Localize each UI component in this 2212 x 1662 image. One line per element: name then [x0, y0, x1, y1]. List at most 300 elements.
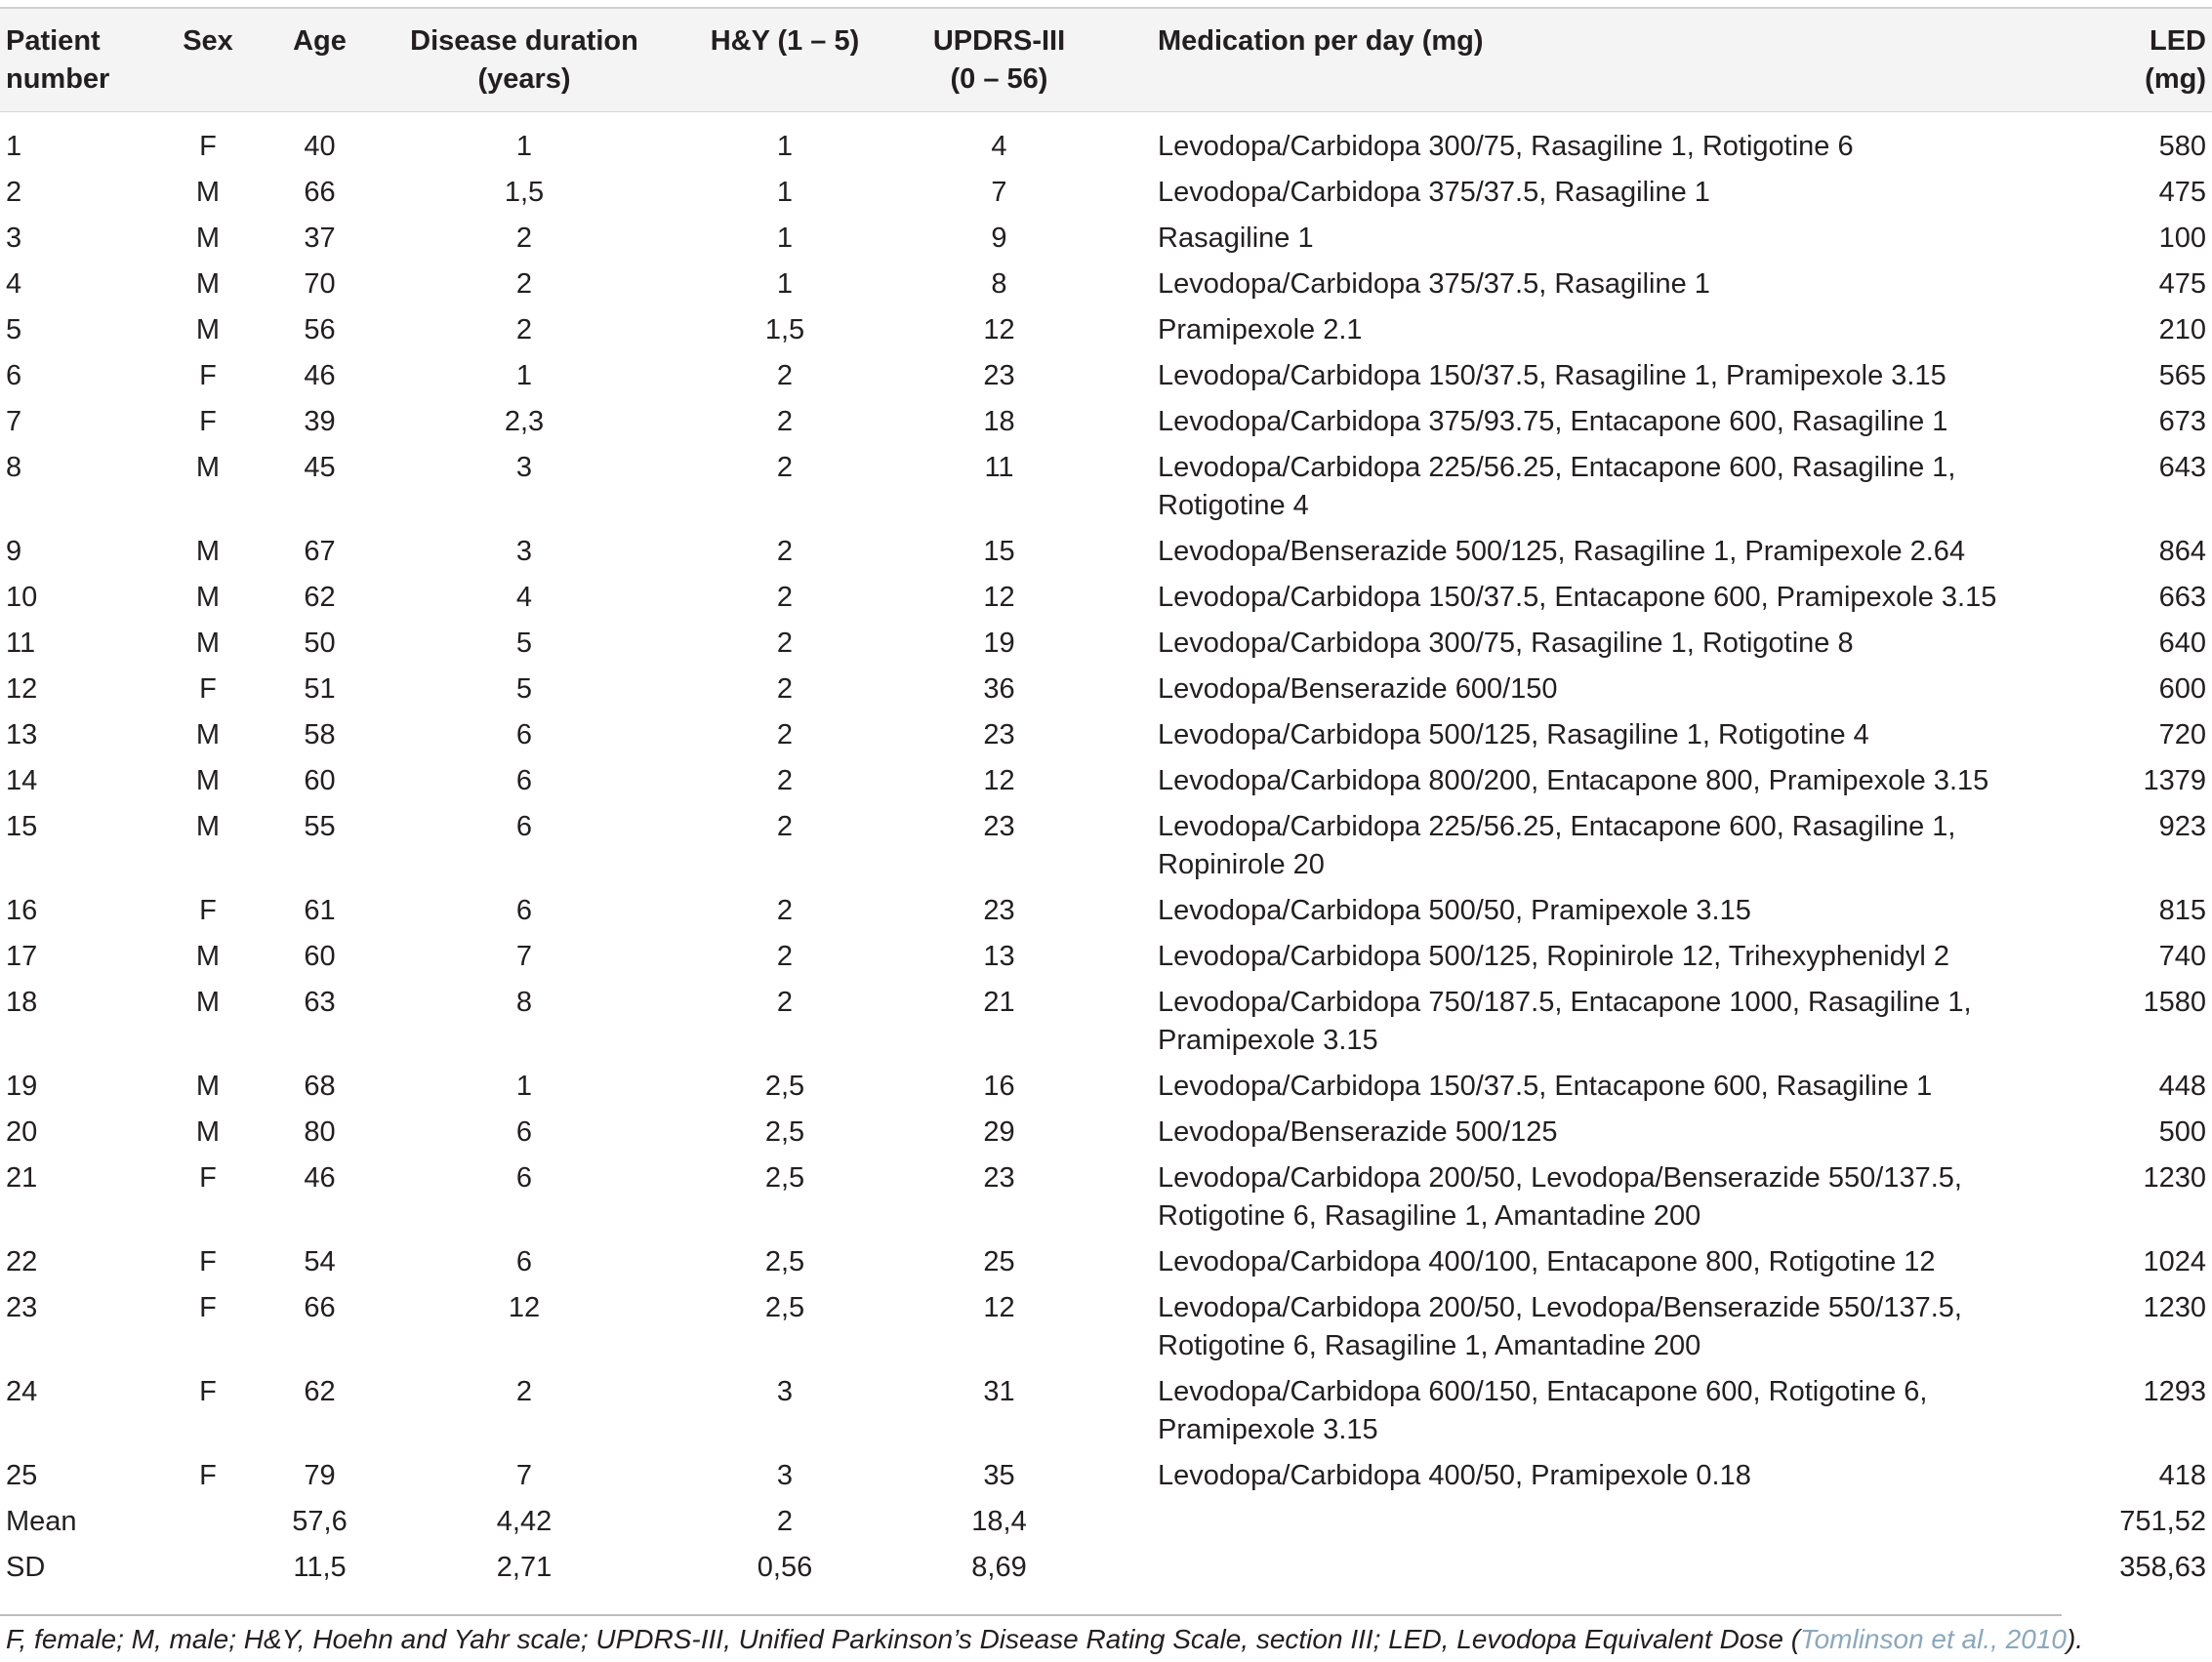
cell-hy: 0,56: [757, 1552, 813, 1583]
cell-updrs: 12: [983, 582, 1015, 613]
cell-medication: [1095, 1064, 2044, 1110]
cell-hy: 2: [776, 360, 794, 391]
cell-updrs: 18,4: [971, 1506, 1027, 1537]
cell-medication: [1095, 445, 2044, 529]
table-header: [0, 8, 2212, 112]
cell-patient-number: 21: [6, 1162, 38, 1194]
cell-led: 1024: [2143, 1246, 2206, 1277]
header-updrs: [903, 8, 1095, 112]
cell-medication: [1095, 934, 2044, 980]
table-row: [0, 621, 2212, 667]
cell-hy: 2: [776, 628, 794, 659]
cell-led: 100: [2158, 223, 2206, 254]
cell-medication: [1095, 667, 2044, 712]
cell-disease-duration: 6: [515, 1246, 533, 1277]
cell-led: 740: [2158, 941, 2206, 972]
cell-age: 67: [304, 536, 336, 567]
header-led: [2044, 8, 2212, 112]
header-patient-number-line1: Patient: [6, 25, 101, 57]
medication-line: Levodopa/Carbidopa 500/50, Pramipexole 3.15: [1158, 895, 1751, 926]
cell-disease-duration: 5: [515, 628, 533, 659]
cell-disease-duration: 12: [508, 1292, 541, 1323]
cell-sex: M: [195, 314, 221, 345]
table-row: [0, 112, 2212, 171]
cell-sex: F: [199, 673, 217, 705]
cell-led: 448: [2158, 1071, 2206, 1102]
cell-disease-duration: 2,71: [496, 1552, 553, 1583]
cell-age: 61: [304, 895, 336, 926]
cell-patient-number: 11: [6, 628, 36, 659]
cell-hy: 2: [776, 895, 794, 926]
medication-line: Rotigotine 6, Rasagiline 1, Amantadine 200: [1158, 1200, 1701, 1232]
cell-patient-number: 24: [6, 1376, 38, 1407]
cell-hy: 2: [776, 811, 794, 842]
medication-line: Levodopa/Carbidopa 150/37.5, Entacapone 600, Pramipexole 3.15: [1158, 582, 1997, 613]
cell-led: 720: [2158, 719, 2206, 750]
cell-hy: 2: [776, 987, 794, 1018]
cell-hy: 2: [776, 941, 794, 972]
cell-medication: [1095, 712, 2044, 758]
cell-medication: [1095, 529, 2044, 575]
cell-hy: 2,5: [764, 1292, 805, 1323]
table-row: [0, 1369, 2212, 1453]
cell-disease-duration: 1,5: [504, 177, 545, 208]
footnote-divider: [0, 1614, 2062, 1616]
medication-line: Pramipexole 3.15: [1158, 1414, 1378, 1445]
cell-updrs: 16: [983, 1071, 1015, 1102]
cell-age: 37: [304, 223, 336, 254]
cell-disease-duration: 6: [515, 895, 533, 926]
cell-led: 1379: [2143, 765, 2206, 796]
cell-hy: 1: [776, 131, 794, 162]
cell-updrs: 21: [983, 987, 1015, 1018]
cell-patient-number: 18: [6, 987, 38, 1018]
cell-age: 54: [304, 1246, 336, 1277]
cell-sex: M: [195, 811, 221, 842]
cell-disease-duration: 3: [515, 536, 533, 567]
cell-medication: [1095, 399, 2044, 445]
cell-updrs: 29: [983, 1116, 1015, 1148]
medication-line: Rotigotine 6, Rasagiline 1, Amantadine 200: [1158, 1330, 1701, 1361]
cell-medication: [1095, 575, 2044, 621]
cell-patient-number: 9: [6, 536, 22, 567]
cell-disease-duration: 6: [515, 1116, 533, 1148]
cell-patient-number: 22: [6, 1246, 38, 1277]
header-led-line1: LED: [2150, 25, 2206, 57]
cell-patient-number: 16: [6, 895, 38, 926]
cell-hy: 3: [776, 1376, 794, 1407]
header-disease-duration-line1: Disease duration: [410, 25, 638, 57]
cell-led: 1230: [2143, 1162, 2206, 1194]
cell-sex: M: [195, 177, 221, 208]
cell-led: 210: [2158, 314, 2206, 345]
cell-disease-duration: 6: [515, 811, 533, 842]
cell-sex: F: [199, 131, 217, 162]
table-row: [0, 1453, 2212, 1499]
table-row: [0, 1285, 2212, 1369]
header-medication: Medication per day (mg): [1095, 8, 2044, 112]
cell-hy: 2: [776, 765, 794, 796]
cell-hy: 2: [776, 719, 794, 750]
cell-updrs: 23: [983, 895, 1015, 926]
cell-patient-number: 12: [6, 673, 38, 705]
cell-patient-number: 17: [6, 941, 38, 972]
header-age: Age: [258, 8, 382, 112]
cell-medication: [1095, 170, 2044, 216]
cell-patient-number: 6: [6, 360, 22, 391]
summary-row: [0, 1499, 2212, 1545]
table-row: [0, 529, 2212, 575]
cell-sex: M: [195, 628, 221, 659]
cell-medication: [1095, 1285, 2044, 1369]
cell-medication: [1095, 112, 2044, 171]
medication-line: Levodopa/Carbidopa 375/37.5, Rasagiline 1: [1158, 268, 1710, 300]
cell-led: 1293: [2143, 1376, 2206, 1407]
summary-row: [0, 1545, 2212, 1591]
medication-line: Levodopa/Carbidopa 400/50, Pramipexole 0.18: [1158, 1460, 1751, 1491]
cell-medication: [1095, 1545, 2044, 1591]
cell-age: 11,5: [293, 1552, 347, 1583]
cell-sex: M: [195, 582, 221, 613]
cell-patient-number: 14: [6, 765, 38, 796]
table-row: [0, 216, 2212, 262]
table-row: [0, 934, 2212, 980]
cell-age: 60: [304, 941, 336, 972]
cell-medication: [1095, 1110, 2044, 1155]
medication-line: Levodopa/Carbidopa 750/187.5, Entacapone 1000, Rasagiline 1,: [1158, 987, 1972, 1018]
medication-line: Levodopa/Carbidopa 150/37.5, Rasagiline 1, Pramipexole 3.15: [1158, 360, 1946, 391]
table-row: [0, 1155, 2212, 1239]
table-row: [0, 1239, 2212, 1285]
medication-line: Levodopa/Carbidopa 375/37.5, Rasagiline 1: [1158, 177, 1710, 208]
cell-led: 643: [2158, 452, 2206, 483]
medication-line: Levodopa/Benserazide 600/150: [1158, 673, 1558, 705]
cell-disease-duration: 3: [515, 452, 533, 483]
cell-age: 55: [304, 811, 336, 842]
cell-sex: F: [199, 1376, 217, 1407]
cell-patient-number: 4: [6, 268, 22, 300]
medication-line: Levodopa/Carbidopa 500/125, Rasagiline 1, Rotigotine 4: [1158, 719, 1869, 750]
cell-patient-number: 23: [6, 1292, 38, 1323]
cell-sex: M: [195, 719, 221, 750]
footnote-text: F, female; M, male; H&Y, Hoehn and Yahr scale; UPDRS-III, Unified Parkinson’s Disease Rating Scale, section III; LED, Levodopa Equivalent Dose (: [6, 1624, 1801, 1654]
cell-led: 358,63: [2119, 1552, 2206, 1583]
cell-disease-duration: 2: [515, 314, 533, 345]
cell-led: 500: [2158, 1116, 2206, 1148]
cell-sex: M: [195, 1116, 221, 1148]
cell-age: 63: [304, 987, 336, 1018]
medication-line: Levodopa/Carbidopa 500/125, Ropinirole 12, Trihexyphenidyl 2: [1158, 941, 1949, 972]
cell-hy: 2: [776, 406, 794, 437]
medication-line: Levodopa/Carbidopa 225/56.25, Entacapone 600, Rasagiline 1,: [1158, 452, 1956, 483]
table-row: [0, 1064, 2212, 1110]
medication-line: Levodopa/Benserazide 500/125: [1158, 1116, 1558, 1148]
cell-medication: [1095, 804, 2044, 888]
table-row: [0, 712, 2212, 758]
cell-medication: [1095, 888, 2044, 934]
cell-sex: F: [199, 406, 217, 437]
cell-sex: F: [199, 1292, 217, 1323]
cell-updrs: 12: [983, 1292, 1015, 1323]
summary-body: [0, 1499, 2212, 1591]
cell-updrs: 4: [991, 131, 1007, 162]
table-row: [0, 445, 2212, 529]
cell-patient-number: 1: [6, 131, 22, 162]
cell-led: 418: [2158, 1460, 2206, 1491]
cell-age: 68: [304, 1071, 336, 1102]
cell-age: 39: [304, 406, 336, 437]
cell-updrs: 11: [984, 452, 1014, 483]
cell-sex: F: [199, 1162, 217, 1194]
cell-updrs: 36: [983, 673, 1015, 705]
cell-disease-duration: 5: [515, 673, 533, 705]
medication-line: Rasagiline 1: [1158, 223, 1314, 254]
patient-clinical-table: [0, 7, 2212, 1591]
table-row: [0, 888, 2212, 934]
cell-disease-duration: 2,3: [504, 406, 545, 437]
cell-disease-duration: 1: [515, 1071, 533, 1102]
cell-updrs: 23: [983, 811, 1015, 842]
cell-disease-duration: 4,42: [496, 1506, 553, 1537]
header-updrs-line1: UPDRS-III: [932, 25, 1066, 57]
cell-updrs: 9: [991, 223, 1007, 254]
cell-medication: [1095, 1155, 2044, 1239]
cell-age: 70: [304, 268, 336, 300]
header-row: [0, 8, 2212, 112]
cell-age: 46: [304, 1162, 336, 1194]
table-row: [0, 307, 2212, 353]
cell-led: 600: [2158, 673, 2206, 705]
cell-led: 751,52: [2119, 1506, 2206, 1537]
cell-patient-number: 20: [6, 1116, 38, 1148]
cell-led: 815: [2158, 895, 2206, 926]
cell-led: 1580: [2143, 987, 2206, 1018]
cell-updrs: 18: [983, 406, 1015, 437]
cell-hy: 1: [776, 223, 794, 254]
cell-patient-number: 7: [6, 406, 22, 437]
cell-sex: M: [195, 268, 221, 300]
header-led-line2: (mg): [2145, 63, 2206, 95]
cell-led: 640: [2158, 628, 2206, 659]
cell-medication: [1095, 758, 2044, 804]
cell-age: 66: [304, 177, 336, 208]
medication-line: Levodopa/Carbidopa 800/200, Entacapone 800, Pramipexole 3.15: [1158, 765, 1989, 796]
cell-medication: [1095, 1453, 2044, 1499]
cell-updrs: 35: [983, 1460, 1015, 1491]
cell-patient-number: 13: [6, 719, 38, 750]
table-row: [0, 980, 2212, 1064]
cell-patient-number: 8: [6, 452, 22, 483]
cell-sex: [158, 1545, 258, 1591]
table-row: [0, 170, 2212, 216]
medication-line: Levodopa/Carbidopa 600/150, Entacapone 600, Rotigotine 6,: [1158, 1376, 1928, 1407]
medication-line: Levodopa/Carbidopa 200/50, Levodopa/Benserazide 550/137.5,: [1158, 1292, 1962, 1323]
cell-disease-duration: 6: [515, 765, 533, 796]
header-patient-number-line2: number: [6, 63, 110, 95]
cell-medication: [1095, 216, 2044, 262]
cell-medication: [1095, 353, 2044, 399]
cell-disease-duration: 6: [515, 1162, 533, 1194]
cell-hy: 1: [776, 268, 794, 300]
cell-disease-duration: 8: [515, 987, 533, 1018]
cell-medication: [1095, 307, 2044, 353]
cell-updrs: 12: [983, 765, 1015, 796]
table-row: [0, 804, 2212, 888]
table-row: [0, 758, 2212, 804]
cell-updrs: 12: [983, 314, 1015, 345]
header-hy: H&Y (1 – 5): [667, 8, 903, 112]
cell-disease-duration: 2: [515, 223, 533, 254]
cell-sex: [158, 1499, 258, 1545]
cell-sex: F: [199, 895, 217, 926]
cell-disease-duration: 7: [515, 941, 533, 972]
cell-sex: M: [195, 223, 221, 254]
header-disease-duration: [382, 8, 667, 112]
cell-updrs: 23: [983, 719, 1015, 750]
cell-disease-duration: 1: [515, 131, 533, 162]
medication-line: Levodopa/Carbidopa 375/93.75, Entacapone 600, Rasagiline 1: [1158, 406, 1948, 437]
header-updrs-line2: (0 – 56): [950, 63, 1048, 95]
cell-age: 58: [304, 719, 336, 750]
cell-age: 79: [304, 1460, 336, 1491]
cell-age: 62: [304, 582, 336, 613]
cell-summary-label: SD: [6, 1552, 46, 1583]
cell-sex: F: [199, 360, 217, 391]
cell-age: 62: [304, 1376, 336, 1407]
cell-medication: [1095, 1369, 2044, 1453]
cell-hy: 2,5: [764, 1116, 805, 1148]
cell-hy: 2,5: [764, 1071, 805, 1102]
footnote-closing: ).: [2066, 1624, 2084, 1654]
cell-sex: F: [199, 1246, 217, 1277]
cell-led: 923: [2158, 811, 2206, 842]
cell-patient-number: 3: [6, 223, 22, 254]
cell-led: 580: [2158, 131, 2206, 162]
cell-patient-number: 19: [6, 1071, 38, 1102]
cell-patient-number: 15: [6, 811, 38, 842]
cell-sex: M: [195, 765, 221, 796]
cell-age: 51: [304, 673, 336, 705]
table-row: [0, 399, 2212, 445]
cell-led: 673: [2158, 406, 2206, 437]
cell-disease-duration: 1: [515, 360, 533, 391]
cell-updrs: 23: [983, 360, 1015, 391]
cell-patient-number: 5: [6, 314, 22, 345]
cell-hy: 2: [776, 452, 794, 483]
table-footnote: [6, 1622, 2084, 1657]
cell-hy: 2,5: [764, 1162, 805, 1194]
medication-line: Levodopa/Carbidopa 300/75, Rasagiline 1, Rotigotine 6: [1158, 131, 1854, 162]
cell-updrs: 31: [983, 1376, 1015, 1407]
cell-sex: M: [195, 1071, 221, 1102]
cell-led: 475: [2158, 177, 2206, 208]
cell-disease-duration: 6: [515, 719, 533, 750]
cell-sex: M: [195, 452, 221, 483]
table-row: [0, 353, 2212, 399]
cell-patient-number: 25: [6, 1460, 38, 1491]
table-row: [0, 667, 2212, 712]
cell-patient-number: 2: [6, 177, 22, 208]
cell-hy: 2: [776, 673, 794, 705]
cell-disease-duration: 7: [515, 1460, 533, 1491]
cell-sex: M: [195, 941, 221, 972]
cell-age: 40: [304, 131, 336, 162]
cell-age: 60: [304, 765, 336, 796]
cell-updrs: 7: [991, 177, 1007, 208]
cell-age: 66: [304, 1292, 336, 1323]
cell-age: 45: [304, 452, 336, 483]
cell-age: 50: [304, 628, 336, 659]
cell-medication: [1095, 1239, 2044, 1285]
cell-disease-duration: 2: [515, 268, 533, 300]
cell-hy: 1: [776, 177, 794, 208]
cell-age: 46: [304, 360, 336, 391]
cell-hy: 1,5: [764, 314, 805, 345]
cell-disease-duration: 4: [515, 582, 533, 613]
cell-sex: M: [195, 536, 221, 567]
medication-line: Levodopa/Carbidopa 200/50, Levodopa/Benserazide 550/137.5,: [1158, 1162, 1962, 1194]
cell-updrs: 13: [983, 941, 1015, 972]
medication-line: Levodopa/Carbidopa 150/37.5, Entacapone 600, Rasagiline 1: [1158, 1071, 1933, 1102]
cell-patient-number: 10: [6, 582, 38, 613]
medication-line: Ropinirole 20: [1158, 849, 1325, 880]
cell-sex: M: [195, 987, 221, 1018]
cell-hy: 2,5: [764, 1246, 805, 1277]
citation-link[interactable]: Tomlinson et al., 2010: [1800, 1624, 2067, 1654]
header-disease-duration-line2: (years): [477, 63, 571, 95]
cell-age: 57,6: [292, 1506, 348, 1537]
cell-hy: 2: [776, 1506, 794, 1537]
cell-updrs: 25: [983, 1246, 1015, 1277]
table-row: [0, 575, 2212, 621]
medication-line: Pramipexole 2.1: [1158, 314, 1363, 345]
medication-line: Levodopa/Carbidopa 400/100, Entacapone 800, Rotigotine 12: [1158, 1246, 1936, 1277]
cell-medication: [1095, 262, 2044, 307]
cell-hy: 3: [776, 1460, 794, 1491]
cell-led: 663: [2158, 582, 2206, 613]
table-body: [0, 112, 2212, 1500]
cell-led: 1230: [2143, 1292, 2206, 1323]
cell-updrs: 8: [991, 268, 1007, 300]
cell-hy: 2: [776, 536, 794, 567]
cell-led: 864: [2158, 536, 2206, 567]
cell-updrs: 19: [983, 628, 1015, 659]
cell-summary-label: Mean: [6, 1506, 77, 1537]
cell-led: 475: [2158, 268, 2206, 300]
cell-medication: [1095, 1499, 2044, 1545]
header-sex: Sex: [158, 8, 258, 112]
cell-led: 565: [2158, 360, 2206, 391]
cell-hy: 2: [776, 582, 794, 613]
cell-age: 56: [304, 314, 336, 345]
cell-medication: [1095, 980, 2044, 1064]
header-patient-number: [0, 8, 158, 112]
medication-line: Levodopa/Carbidopa 300/75, Rasagiline 1, Rotigotine 8: [1158, 628, 1854, 659]
medication-line: Levodopa/Carbidopa 225/56.25, Entacapone 600, Rasagiline 1,: [1158, 811, 1956, 842]
table-row: [0, 1110, 2212, 1155]
table-row: [0, 262, 2212, 307]
medication-line: Levodopa/Benserazide 500/125, Rasagiline 1, Pramipexole 2.64: [1158, 536, 1966, 567]
cell-age: 80: [304, 1116, 336, 1148]
medication-line: Pramipexole 3.15: [1158, 1025, 1378, 1056]
cell-updrs: 23: [983, 1162, 1015, 1194]
cell-updrs: 8,69: [971, 1552, 1027, 1583]
medication-line: Rotigotine 4: [1158, 490, 1309, 521]
cell-sex: F: [199, 1460, 217, 1491]
cell-updrs: 15: [983, 536, 1015, 567]
cell-disease-duration: 2: [515, 1376, 533, 1407]
cell-medication: [1095, 621, 2044, 667]
